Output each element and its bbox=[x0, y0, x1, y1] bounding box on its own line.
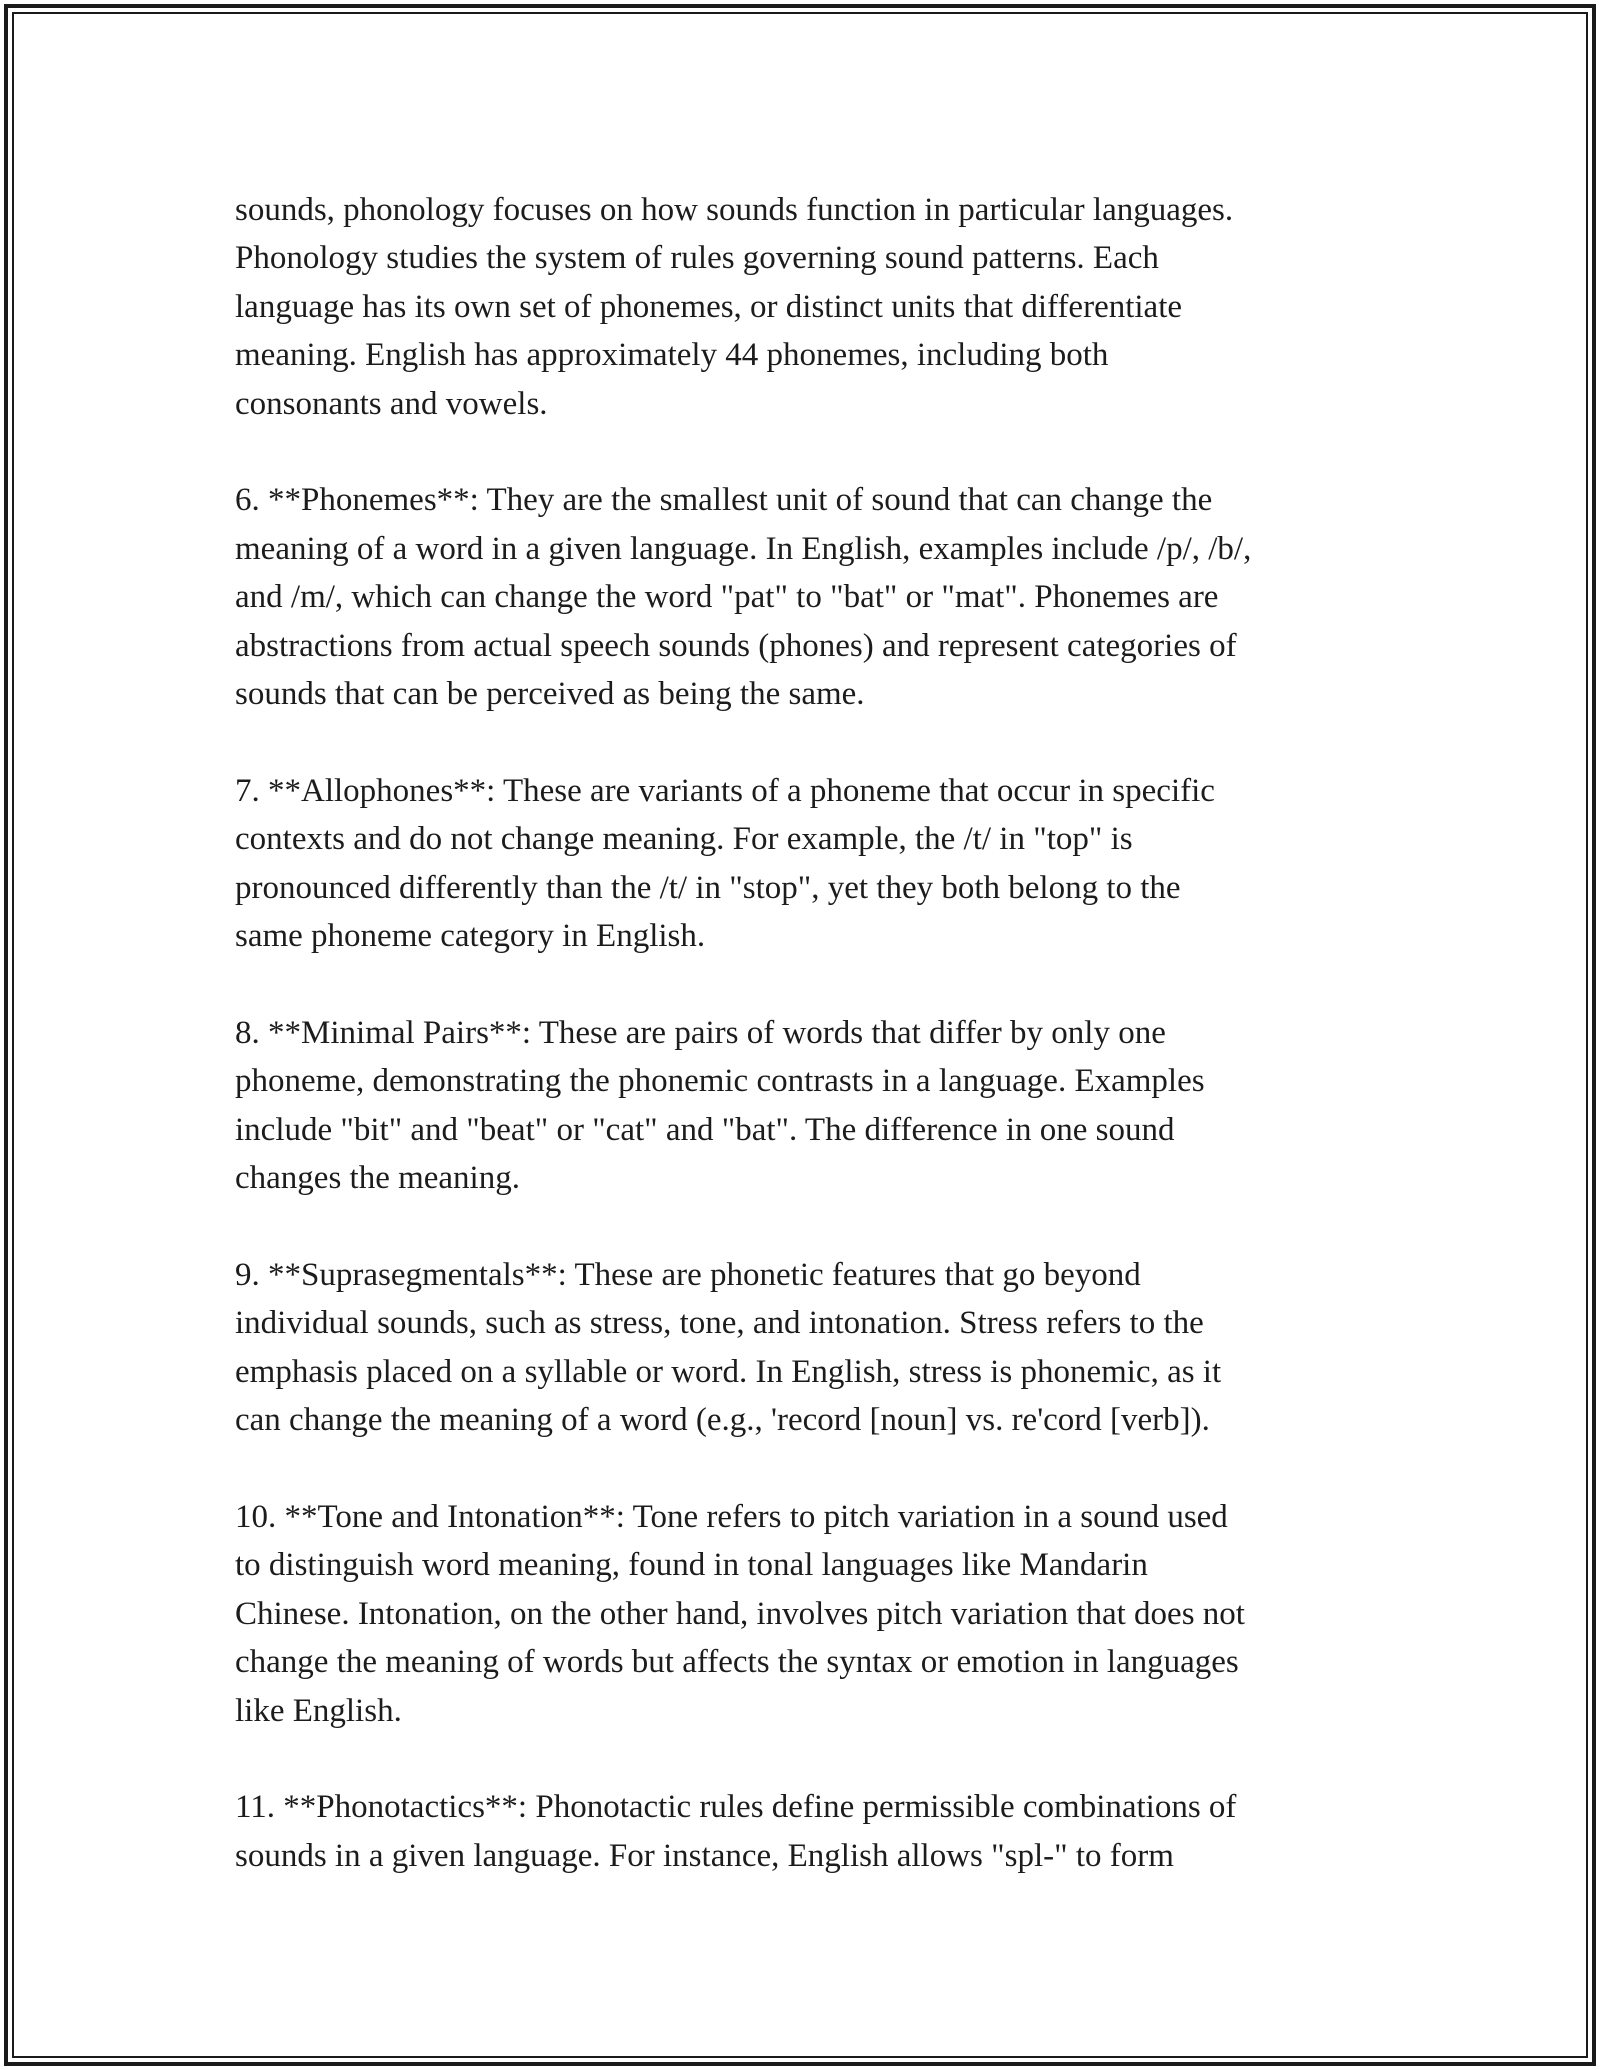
text-line: contexts and do not change meaning. For example, the /t/ in "top" is bbox=[235, 821, 1133, 858]
document-body bbox=[235, 186, 1375, 1880]
text-line: change the meaning of words but affects the syntax or emotion in languages bbox=[235, 1644, 1239, 1681]
text-line: changes the meaning. bbox=[235, 1160, 520, 1197]
paragraph bbox=[235, 767, 1375, 961]
paragraph bbox=[235, 1493, 1375, 1735]
text-line: include "bit" and "beat" or "cat" and "bat". The difference in one sound bbox=[235, 1111, 1175, 1148]
text-line: meaning of a word in a given language. In English, examples include /p/, /b/, bbox=[235, 530, 1252, 567]
text-line: 8. **Minimal Pairs**: These are pairs of words that differ by only one bbox=[235, 1014, 1166, 1051]
paragraph bbox=[235, 186, 1375, 428]
text-line: Chinese. Intonation, on the other hand, involves pitch variation that does not bbox=[235, 1595, 1245, 1632]
text-line: 9. **Suprasegmentals**: These are phonetic features that go beyond bbox=[235, 1256, 1141, 1293]
text-line: sounds that can be perceived as being the same. bbox=[235, 676, 865, 713]
text-line: 10. **Tone and Intonation**: Tone refers to pitch variation in a sound used bbox=[235, 1498, 1228, 1535]
text-line: 7. **Allophones**: These are variants of a phoneme that occur in specific bbox=[235, 772, 1215, 809]
text-line: emphasis placed on a syllable or word. In English, stress is phonemic, as it bbox=[235, 1353, 1222, 1390]
text-line: and /m/, which can change the word "pat" to "bat" or "mat". Phonemes are bbox=[235, 579, 1219, 616]
text-line: 6. **Phonemes**: They are the smallest unit of sound that can change the bbox=[235, 482, 1213, 519]
paragraph bbox=[235, 476, 1375, 718]
text-line: sounds, phonology focuses on how sounds function in particular languages. bbox=[235, 192, 1234, 228]
text-line: language has its own set of phonemes, or distinct units that differentiate bbox=[235, 288, 1183, 325]
text-line: pronounced differently than the /t/ in "stop", yet they both belong to the bbox=[235, 869, 1181, 906]
text-line: phoneme, demonstrating the phonemic contrasts in a language. Examples bbox=[235, 1063, 1205, 1100]
text-line: abstractions from actual speech sounds (phones) and represent categories of bbox=[235, 627, 1237, 664]
text-line: 11. **Phonotactics**: Phonotactic rules define permissible combinations of bbox=[235, 1789, 1237, 1826]
text-line: like English. bbox=[235, 1692, 402, 1729]
text-line: sounds in a given language. For instance, English allows "spl-" to form bbox=[235, 1837, 1174, 1874]
text-line: consonants and vowels. bbox=[235, 385, 548, 422]
text-line: individual sounds, such as stress, tone, and intonation. Stress refers to the bbox=[235, 1305, 1204, 1342]
paragraph bbox=[235, 1783, 1375, 1880]
paragraph bbox=[235, 1251, 1375, 1445]
text-line: same phoneme category in English. bbox=[235, 918, 706, 955]
text-line: to distinguish word meaning, found in tonal languages like Mandarin bbox=[235, 1547, 1148, 1584]
text-line: meaning. English has approximately 44 phonemes, including both bbox=[235, 337, 1109, 374]
paragraph bbox=[235, 1009, 1375, 1203]
text-line: Phonology studies the system of rules governing sound patterns. Each bbox=[235, 240, 1159, 277]
text-line: can change the meaning of a word (e.g., 'record [noun] vs. re'cord [verb]). bbox=[235, 1402, 1210, 1439]
